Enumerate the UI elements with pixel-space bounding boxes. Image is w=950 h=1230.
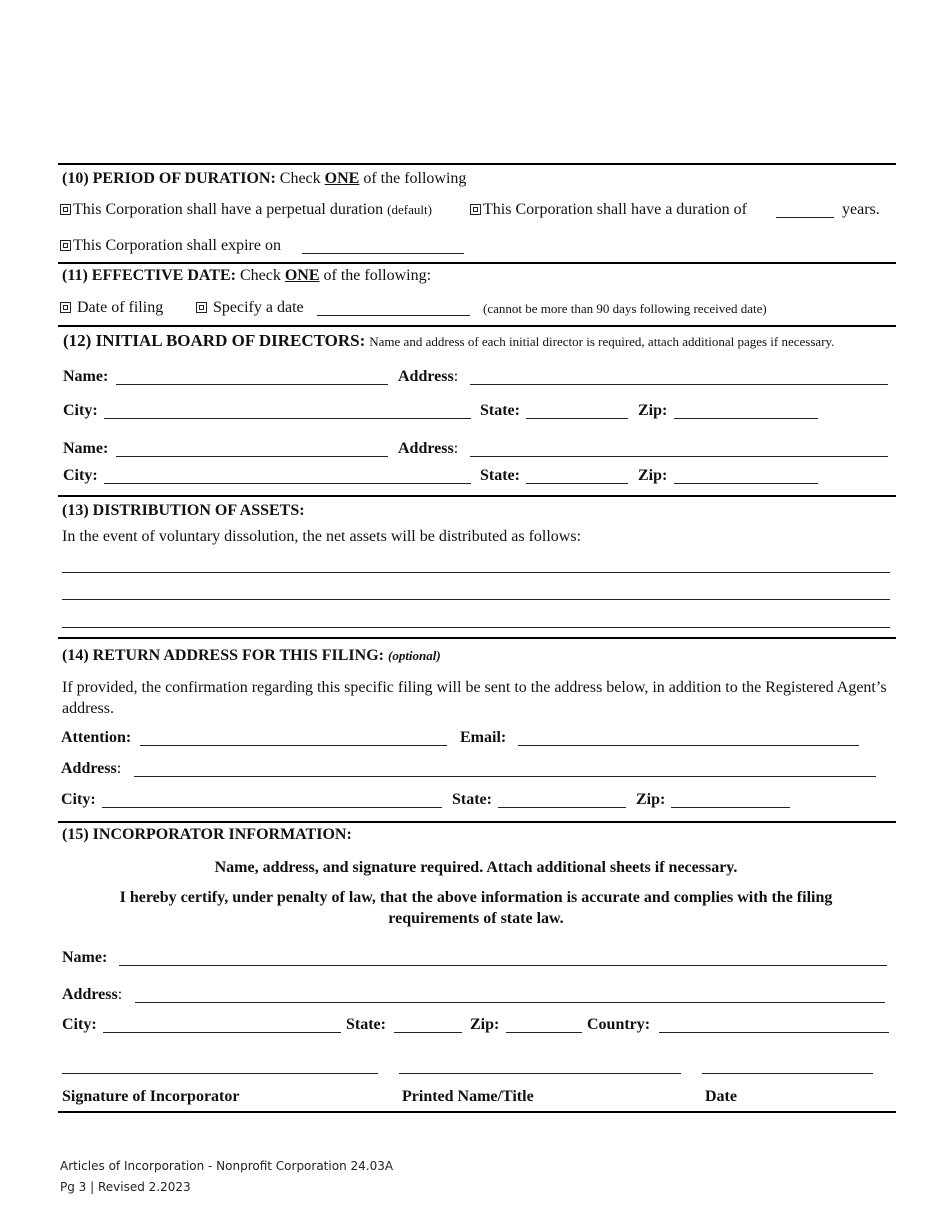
s11-note: (cannot be more than 90 days following received date) bbox=[483, 301, 767, 316]
s11-of: of the following: bbox=[323, 267, 432, 284]
director2-zip-label: Zip: bbox=[638, 467, 668, 484]
distribution-line-3[interactable] bbox=[62, 627, 890, 628]
expire-date-field[interactable] bbox=[302, 253, 464, 254]
s14-title: (14) RETURN ADDRESS FOR THIS FILING: bbox=[62, 647, 384, 664]
incorporator-name-field[interactable] bbox=[119, 965, 887, 966]
signature-label: Signature of Incorporator bbox=[62, 1088, 240, 1105]
email-label: Email: bbox=[460, 729, 507, 746]
return-address-label: Address: bbox=[61, 760, 122, 777]
checkbox-duration[interactable] bbox=[470, 204, 481, 215]
director2-city-label: City: bbox=[63, 467, 98, 484]
incorporator-zip-label: Zip: bbox=[470, 1016, 500, 1033]
years-field[interactable] bbox=[776, 217, 834, 218]
return-zip-field[interactable] bbox=[671, 807, 790, 808]
s15-line1: Name, address, and signature required. Attach additional sheets if necessary. bbox=[214, 859, 738, 876]
director1-city-field[interactable] bbox=[104, 418, 471, 419]
s10-one: ONE bbox=[324, 170, 360, 187]
return-city-label: City: bbox=[61, 791, 96, 808]
s10-header bbox=[62, 170, 466, 188]
s11-check: Check bbox=[239, 267, 281, 284]
s11-header bbox=[62, 267, 431, 285]
director1-state-field[interactable] bbox=[526, 418, 628, 419]
director2-state-field[interactable] bbox=[526, 483, 628, 484]
incorporator-state-field[interactable] bbox=[394, 1032, 462, 1033]
s10-opt-duration-label: This Corporation shall have a duration of bbox=[483, 201, 747, 218]
distribution-line-2[interactable] bbox=[62, 599, 890, 600]
director2-address-label: Address: bbox=[398, 440, 459, 457]
director1-state-label: State: bbox=[480, 402, 520, 419]
s14-optional: (optional) bbox=[387, 648, 441, 663]
incorporator-address-label: Address: bbox=[62, 986, 123, 1003]
section-divider bbox=[58, 262, 896, 264]
printed-name-label: Printed Name/Title bbox=[402, 1088, 534, 1105]
date-field[interactable] bbox=[702, 1073, 873, 1074]
s11-option-specify[interactable] bbox=[196, 299, 304, 317]
s11-title: (11) EFFECTIVE DATE: bbox=[62, 267, 236, 284]
s10-option-duration[interactable] bbox=[470, 201, 747, 219]
incorporator-city-field[interactable] bbox=[103, 1032, 341, 1033]
director1-address-field[interactable] bbox=[470, 384, 888, 385]
s14-header bbox=[62, 647, 441, 665]
checkbox-expire[interactable] bbox=[60, 240, 71, 251]
s11-option-filing[interactable] bbox=[60, 299, 163, 317]
email-field[interactable] bbox=[518, 745, 859, 746]
s15-line2: I hereby certify, under penalty of law, that the above information is accurate and complies with the filing requirements of state law. bbox=[119, 889, 833, 927]
return-state-field[interactable] bbox=[498, 807, 626, 808]
return-city-field[interactable] bbox=[102, 807, 442, 808]
specify-date-field[interactable] bbox=[317, 315, 470, 316]
checkbox-perpetual[interactable] bbox=[60, 204, 71, 215]
s11-opt-filing-label: Date of filing bbox=[77, 299, 164, 316]
section-divider bbox=[58, 495, 896, 497]
s13-title: (13) DISTRIBUTION OF ASSETS: bbox=[62, 502, 305, 519]
s11-one: ONE bbox=[284, 267, 320, 284]
incorporator-country-label: Country: bbox=[587, 1016, 651, 1033]
director2-address-field[interactable] bbox=[470, 456, 888, 457]
incorporator-city-label: City: bbox=[62, 1016, 97, 1033]
director2-name-label: Name: bbox=[63, 440, 109, 457]
director2-state-label: State: bbox=[480, 467, 520, 484]
footer-page: Pg 3 | Revised 2.2023 bbox=[60, 1180, 191, 1194]
footer-form-title: Articles of Incorporation - Nonprofit Corporation 24.03A bbox=[60, 1159, 394, 1173]
attention-label: Attention: bbox=[61, 729, 132, 746]
director2-zip-field[interactable] bbox=[674, 483, 818, 484]
incorporator-address-field[interactable] bbox=[135, 1002, 885, 1003]
s10-default: (default) bbox=[387, 202, 432, 217]
date-label: Date bbox=[705, 1088, 737, 1105]
s10-years: years. bbox=[842, 201, 880, 218]
s12-note: Name and address of each initial director is required, attach additional pages if necessary. bbox=[369, 334, 835, 349]
s13-text: In the event of voluntary dissolution, the net assets will be distributed as follows: bbox=[62, 528, 582, 545]
incorporator-name-label: Name: bbox=[62, 949, 108, 966]
director1-zip-label: Zip: bbox=[638, 402, 668, 419]
incorporator-zip-field[interactable] bbox=[506, 1032, 582, 1033]
section-divider bbox=[58, 637, 896, 639]
checkbox-date-of-filing[interactable] bbox=[60, 302, 71, 313]
return-zip-label: Zip: bbox=[636, 791, 666, 808]
checkbox-specify-date[interactable] bbox=[196, 302, 207, 313]
s10-option-perpetual[interactable] bbox=[60, 201, 432, 219]
signature-field[interactable] bbox=[62, 1073, 378, 1074]
director2-name-field[interactable] bbox=[116, 456, 388, 457]
s10-check: Check bbox=[279, 170, 321, 187]
s10-title: (10) PERIOD OF DURATION: bbox=[62, 170, 276, 187]
director1-zip-field[interactable] bbox=[674, 418, 818, 419]
director1-city-label: City: bbox=[63, 402, 98, 419]
return-state-label: State: bbox=[452, 791, 492, 808]
section-divider bbox=[58, 163, 896, 165]
director1-name-field[interactable] bbox=[116, 384, 388, 385]
s12-title: (12) INITIAL BOARD OF DIRECTORS: bbox=[63, 331, 366, 350]
incorporator-country-field[interactable] bbox=[659, 1032, 889, 1033]
s10-of: of the following bbox=[363, 170, 467, 187]
s15-title: (15) INCORPORATOR INFORMATION: bbox=[62, 826, 352, 843]
s10-option-expire[interactable] bbox=[60, 237, 281, 255]
director1-address-label: Address: bbox=[398, 368, 459, 385]
return-address-field[interactable] bbox=[134, 776, 876, 777]
incorporator-state-label: State: bbox=[346, 1016, 386, 1033]
attention-field[interactable] bbox=[140, 745, 447, 746]
section-divider bbox=[58, 1111, 896, 1113]
s11-opt-specify-label: Specify a date bbox=[213, 299, 304, 316]
section-divider bbox=[58, 325, 896, 327]
director2-city-field[interactable] bbox=[104, 483, 471, 484]
s10-opt-expire-label: This Corporation shall expire on bbox=[73, 237, 281, 254]
section-divider bbox=[58, 821, 896, 823]
printed-name-field[interactable] bbox=[399, 1073, 681, 1074]
s14-text: If provided, the confirmation regarding this specific filing will be sent to the address below, in addition to the Registered Agent’s address. bbox=[62, 679, 887, 717]
s10-opt-perpetual-label: This Corporation shall have a perpetual duration bbox=[73, 201, 384, 218]
director1-name-label: Name: bbox=[63, 368, 109, 385]
distribution-line-1[interactable] bbox=[62, 572, 890, 573]
s12-header bbox=[63, 331, 834, 351]
